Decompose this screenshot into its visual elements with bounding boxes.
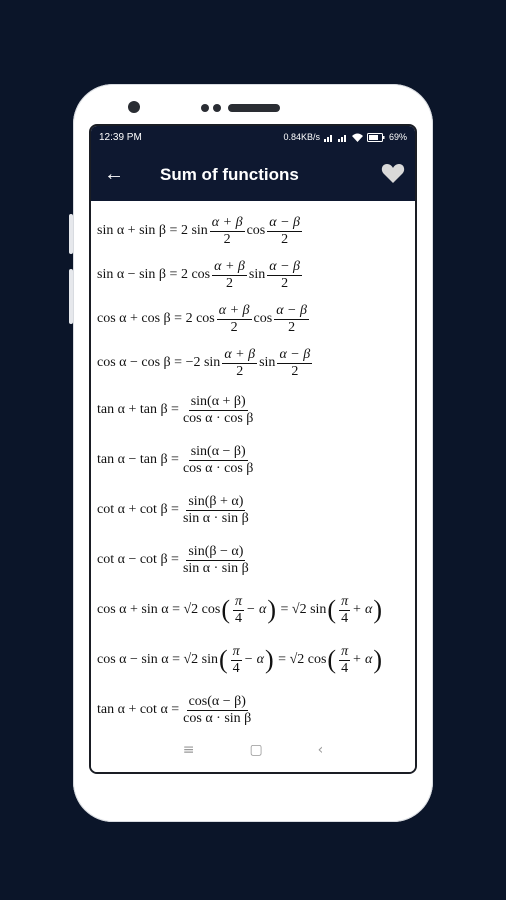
fraction: $\frac{\pi}{4}$ [341,593,349,626]
sensor [201,104,209,112]
formula-lhs: cos α − cos β = [97,355,183,370]
formula-coef: 2 cos [185,311,215,326]
signal-icon [324,133,334,142]
formula-func: sin [248,267,266,282]
status-bar [91,126,415,148]
arrow-left-icon[interactable]: ← [104,163,124,185]
menu-icon[interactable]: ≡ [182,742,195,758]
formula-item: cos α + sin α = √2 cos ( $\frac{\pi}{4}$ − α ) = √2 sin ( $\frac{\pi}{4}$ + α ) [97,593,383,626]
status-time: 12:39 PM [99,131,142,143]
formula-coef: −2 sin [185,355,221,370]
fraction: $\frac{\cos(\alpha - \beta)}{\text{cos α · sin β}}$ [183,693,252,726]
formula-coef: 2 sin [180,223,208,238]
formula-func: √2 cos [183,602,221,617]
heart-icon[interactable] [381,162,405,184]
wifi-icon [352,133,363,142]
home-icon[interactable]: ▢ [249,742,263,758]
fraction: $\frac{\alpha - \beta}{2}$ [269,258,301,291]
formula-item [97,341,409,385]
fraction: $\frac{\sin(\beta + \alpha)}{\text{sin α · sin β}}$ [182,493,249,526]
formula-lhs: cot α + cot β = [97,502,179,517]
formula-func: √2 sin [291,602,327,617]
formula-func: cos [253,311,273,326]
formula-lhs: tan α + tan β = [97,402,179,417]
formula-lhs: sin α + sin β = [97,223,178,238]
page-title: Sum of functions [160,164,299,184]
formula-coef: 2 cos [180,267,211,282]
formula-lhs: cos α + sin α = [97,602,180,617]
formula-lhs: cot α − cot β = [97,552,179,567]
fraction: $\frac{\sin(\alpha - \beta)}{\text{cos α · cos β}}$ [182,443,254,476]
back-nav-icon[interactable]: ‹ [317,742,324,758]
battery-icon [367,133,385,142]
fraction: $\frac{\alpha - \beta}{2}$ [269,214,301,247]
app-bar [91,148,415,201]
fraction: $\frac{\pi}{4}$ [235,593,243,626]
network-speed: 0.84KB/s [283,132,320,142]
fraction: $\frac{\alpha + \beta}{2}$ [218,302,250,335]
system-nav-bar [91,728,415,772]
fraction: $\frac{\alpha - \beta}{2}$ [279,346,311,379]
formula-lhs: sin α − sin β = [97,267,178,282]
signal-icon-2 [338,133,348,142]
formula-lhs: tan α + cot α = [97,702,180,717]
formula-func: cos [246,223,266,238]
formula-func: √2 sin [183,652,218,667]
formula-item: cos α − sin α = √2 sin ( $\frac{\pi}{4}$ − α ) = √2 cos ( $\frac{\pi}{4}$ + α ) [97,643,383,676]
front-camera [128,101,140,113]
volume-button-lower [69,269,73,324]
formula-func: sin [259,355,276,370]
earpiece-speaker [228,104,280,112]
fraction: $\frac{\alpha - \beta}{2}$ [276,302,307,335]
fraction: $\frac{\sin(\beta - \alpha)}{\text{sin α · sin β}}$ [182,543,249,576]
formula-item [97,209,409,253]
volume-button [69,214,73,254]
phone-frame [73,84,433,822]
formula-lhs: cos α + cos β = [97,311,183,326]
formula-lhs: cos α − sin α = [97,652,180,667]
formula-lhs: tan α − tan β = [97,452,179,467]
sensor [213,104,221,112]
formula-item [97,485,409,535]
formula-list [91,201,415,736]
status-icons [283,132,407,142]
formula-item [97,297,409,341]
fraction: $\frac{\pi}{4}$ [341,643,349,676]
fraction: $\frac{\alpha + \beta}{2}$ [214,258,245,291]
fraction: $\frac{\alpha + \beta}{2}$ [224,346,256,379]
battery-level: 69% [388,132,407,142]
fraction: $\frac{\alpha + \beta}{2}$ [211,214,243,247]
formula-func: √2 cos [289,652,327,667]
fraction: $\frac{\sin(\alpha + \beta)}{\text{cos α · cos β}}$ [182,393,254,426]
formula-item [97,385,409,435]
formula-item [97,535,409,585]
screen [89,124,417,774]
fraction: $\frac{\pi}{4}$ [232,643,240,676]
formula-item [97,253,409,297]
formula-item [97,435,409,485]
